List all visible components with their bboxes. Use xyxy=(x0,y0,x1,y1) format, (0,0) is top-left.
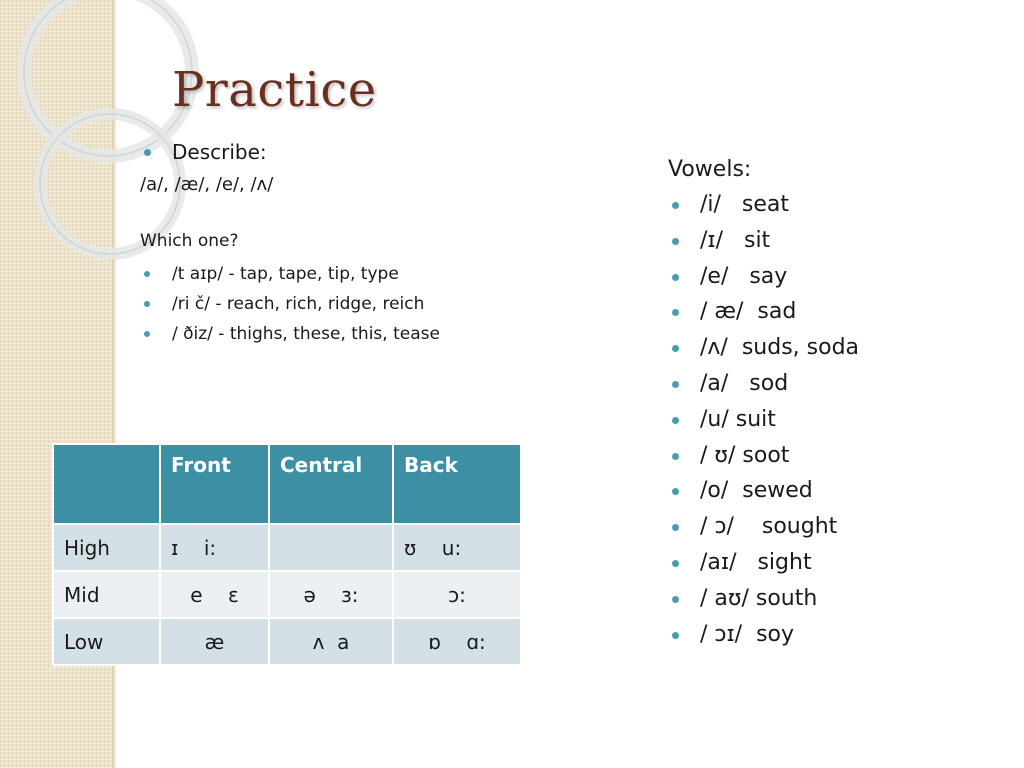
header-cell-back: Back xyxy=(393,444,521,524)
table-row xyxy=(53,524,521,571)
list-item-text: / ɔ/ sought xyxy=(700,514,838,540)
list-item-text: /e/ say xyxy=(700,263,788,289)
right-content xyxy=(668,153,859,652)
list-item-text: /aɪ/ sight xyxy=(700,549,812,575)
table-cell: ɒ ɑ: xyxy=(393,618,521,665)
bullet-icon xyxy=(144,271,150,277)
table-cell: æ xyxy=(160,618,269,665)
list-item xyxy=(668,581,859,617)
row-label-mid: Mid xyxy=(53,571,160,618)
bullet-icon xyxy=(672,345,679,352)
bullet-icon xyxy=(672,524,679,531)
header-cell-empty xyxy=(53,444,160,524)
list-item-text: / ʊ/ soot xyxy=(700,442,790,468)
list-item xyxy=(668,402,859,438)
list-item-text: /a/ sod xyxy=(700,370,789,396)
list-item xyxy=(668,330,859,366)
slide-title: Practice xyxy=(172,62,377,118)
bullet-icon xyxy=(672,381,679,388)
table-cell: ɔ: xyxy=(393,571,521,618)
list-item-text: / æ/ sad xyxy=(700,299,797,325)
list-item-text: /ɪ/ sit xyxy=(700,227,771,253)
bullet-icon xyxy=(672,417,679,424)
list-item-text: /o/ sewed xyxy=(700,478,813,504)
bullet-icon xyxy=(672,453,679,460)
list-item xyxy=(668,545,859,581)
bullet-icon xyxy=(672,560,679,567)
bullet-icon xyxy=(144,149,151,156)
list-item-text: / aʊ/ south xyxy=(700,585,818,611)
header-cell-central: Central xyxy=(269,444,393,524)
header-cell-front: Front xyxy=(160,444,269,524)
list-item xyxy=(668,366,859,402)
list-item xyxy=(668,294,859,330)
list-item xyxy=(668,438,859,474)
describe-symbols: /a/, /æ/, /e/, /ʌ/ xyxy=(140,174,274,195)
bullet-icon xyxy=(144,301,150,307)
table-header-row xyxy=(53,444,521,524)
left-content xyxy=(140,137,560,349)
list-item xyxy=(668,223,859,259)
bullet-icon xyxy=(672,238,679,245)
bullet-icon xyxy=(672,202,679,209)
table-cell xyxy=(269,524,393,571)
list-item xyxy=(140,289,560,319)
table-cell: ʊ u: xyxy=(393,524,521,571)
list-item-text: / ðiz/ - thighs, these, this, tease xyxy=(172,324,440,344)
describe-item xyxy=(140,137,560,167)
table-cell: ə ɜ: xyxy=(269,571,393,618)
list-item xyxy=(140,259,560,289)
list-item-text: / ɔɪ/ soy xyxy=(700,621,795,647)
row-label-high: High xyxy=(53,524,160,571)
row-label-low: Low xyxy=(53,618,160,665)
describe-label: Describe: xyxy=(172,140,267,164)
list-item-text: /t aɪp/ - tap, tape, tip, type xyxy=(172,264,399,284)
list-item xyxy=(668,473,859,509)
list-item xyxy=(668,187,859,223)
list-item-text: /ʌ/ suds, soda xyxy=(700,335,860,361)
vowels-heading: Vowels: xyxy=(668,157,752,182)
list-item xyxy=(668,259,859,295)
list-item-text: /ri č/ - reach, rich, ridge, reich xyxy=(172,294,425,314)
vowel-list xyxy=(668,187,859,652)
list-item xyxy=(140,319,560,349)
bullet-icon xyxy=(144,331,150,337)
bullet-icon xyxy=(672,596,679,603)
list-item xyxy=(668,509,859,545)
which-one-list xyxy=(140,259,560,349)
bullet-icon xyxy=(672,632,679,639)
bullet-icon xyxy=(672,488,679,495)
list-item xyxy=(668,617,859,653)
list-item-text: /i/ seat xyxy=(700,192,790,217)
which-one-label: Which one? xyxy=(140,231,239,251)
table-cell: e ɛ xyxy=(160,571,269,618)
table-cell: ʌ a xyxy=(269,618,393,665)
table-cell: ɪ i: xyxy=(160,524,269,571)
table-row xyxy=(53,571,521,618)
list-item-text: /u/ suit xyxy=(700,406,776,432)
table-row xyxy=(53,618,521,665)
bullet-icon xyxy=(672,309,679,316)
bullet-icon xyxy=(672,274,679,281)
vowel-chart-table xyxy=(52,443,522,666)
